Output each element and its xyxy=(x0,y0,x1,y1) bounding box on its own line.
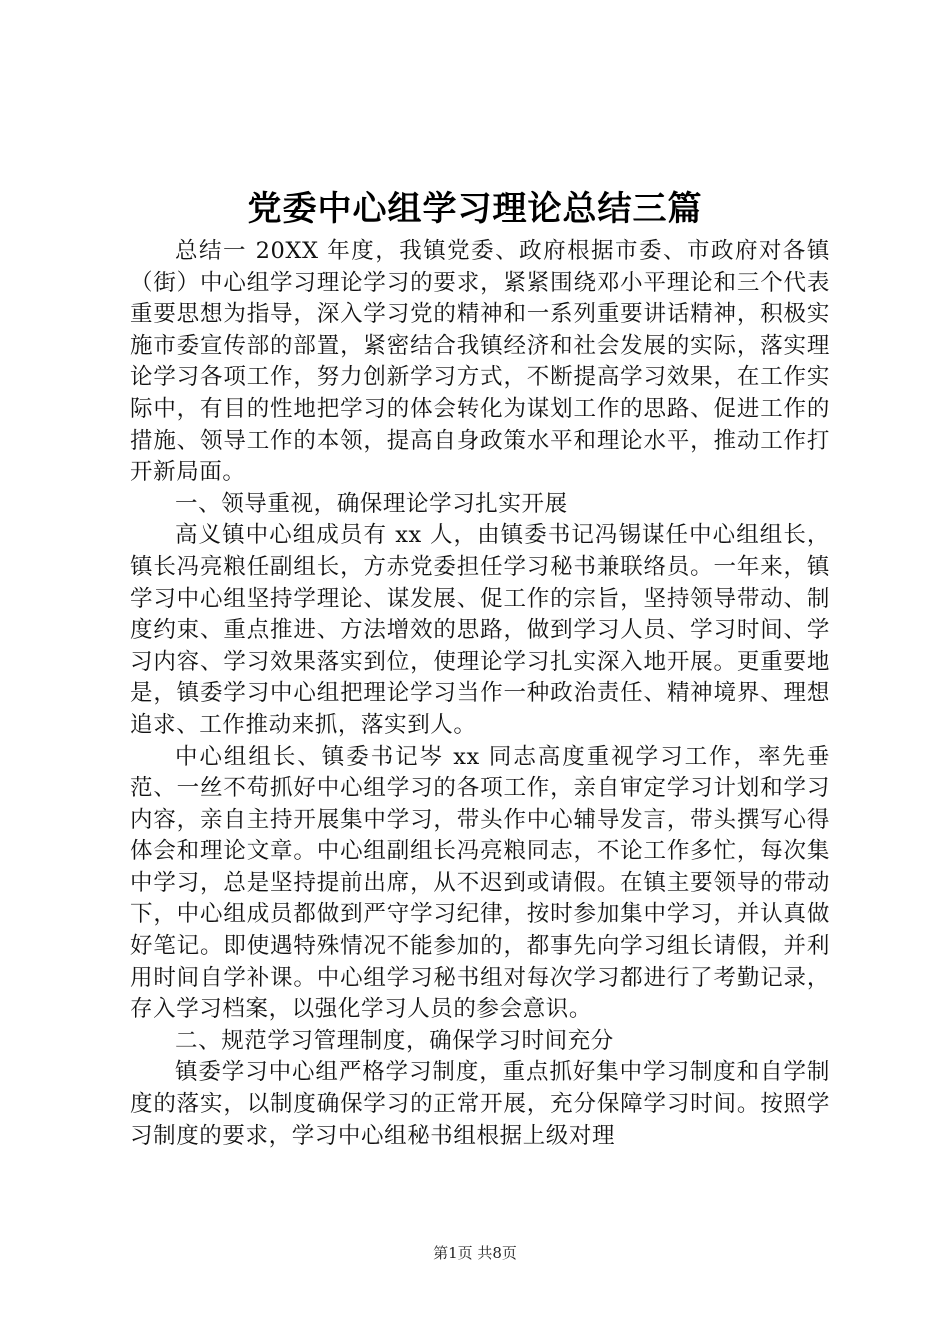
paragraph-intro: 总结一 20XX 年度，我镇党委、政府根据市委、市政府对各镇（街）中心组学习理论学习的要求，紧紧围绕邓小平理论和三个代表重要思想为指导，深入学习党的精神和一系列重要讲话精神，积极实施市委宣传部的部置，紧密结合我镇经济和社会发展的实际，落实理论学习各项工作，努力创新学习方式，不断提高学习效果，在工作实际中，有目的性地把学习的体会转化为谋划工作的思路、促进工作的措施、领导工作的本领，提高自身政策水平和理论水平，推动工作打开新局面。 xyxy=(130,238,830,486)
paragraph-section-1-a: 高义镇中心组成员有 xx 人，由镇委书记冯锡谋任中心组组长，镇长冯亮粮任副组长，方赤党委担任学习秘书兼联络员。一年来，镇学习中心组坚持学理论、谋发展、促工作的宗旨，坚持领导带动、制度约束、重点推进、方法增效的思路，做到学习人员、学习时间、学习内容、学习效果落实到位，使理论学习扎实深入地开展。更重要地是，镇委学习中心组把理论学习当作一种政治责任、精神境界、理想追求、工作推动来抓，落实到人。 xyxy=(130,522,830,738)
paragraph-section-1-b: 中心组组长、镇委书记岑 xx 同志高度重视学习工作，率先垂范、一丝不苟抓好中心组学习的各项工作，亲自审定学习计划和学习内容，亲自主持开展集中学习，带头作中心辅导发言，带头撰写心得体会和理论文章。中心组副组长冯亮粮同志，不论工作多忙，每次集中学习，总是坚持提前出席，从不迟到或请假。在镇主要领导的带动下，中心组成员都做到严守学习纪律，按时参加集中学习，并认真做好笔记。即使遇特殊情况不能参加的，都事先向学习组长请假，并利用时间自学补课。中心组学习秘书组对每次学习都进行了考勤记录，存入学习档案，以强化学习人员的参会意识。 xyxy=(130,743,830,1023)
page-number-footer: 第1页 共8页 xyxy=(433,1244,517,1262)
document-body xyxy=(130,236,830,1152)
document-title: 党委中心组学习理论总结三篇 xyxy=(247,189,703,229)
section-heading-2: 二、规范学习管理制度，确保学习时间充分 xyxy=(175,1027,614,1054)
paragraph-section-2-a: 镇委学习中心组严格学习制度，重点抓好集中学习制度和自学制度的落实，以制度确保学习的正常开展，充分保障学习时间。按照学习制度的要求，学习中心组秘书组根据上级对理 xyxy=(130,1059,830,1149)
section-heading-1: 一、领导重视，确保理论学习扎实开展 xyxy=(175,490,568,517)
